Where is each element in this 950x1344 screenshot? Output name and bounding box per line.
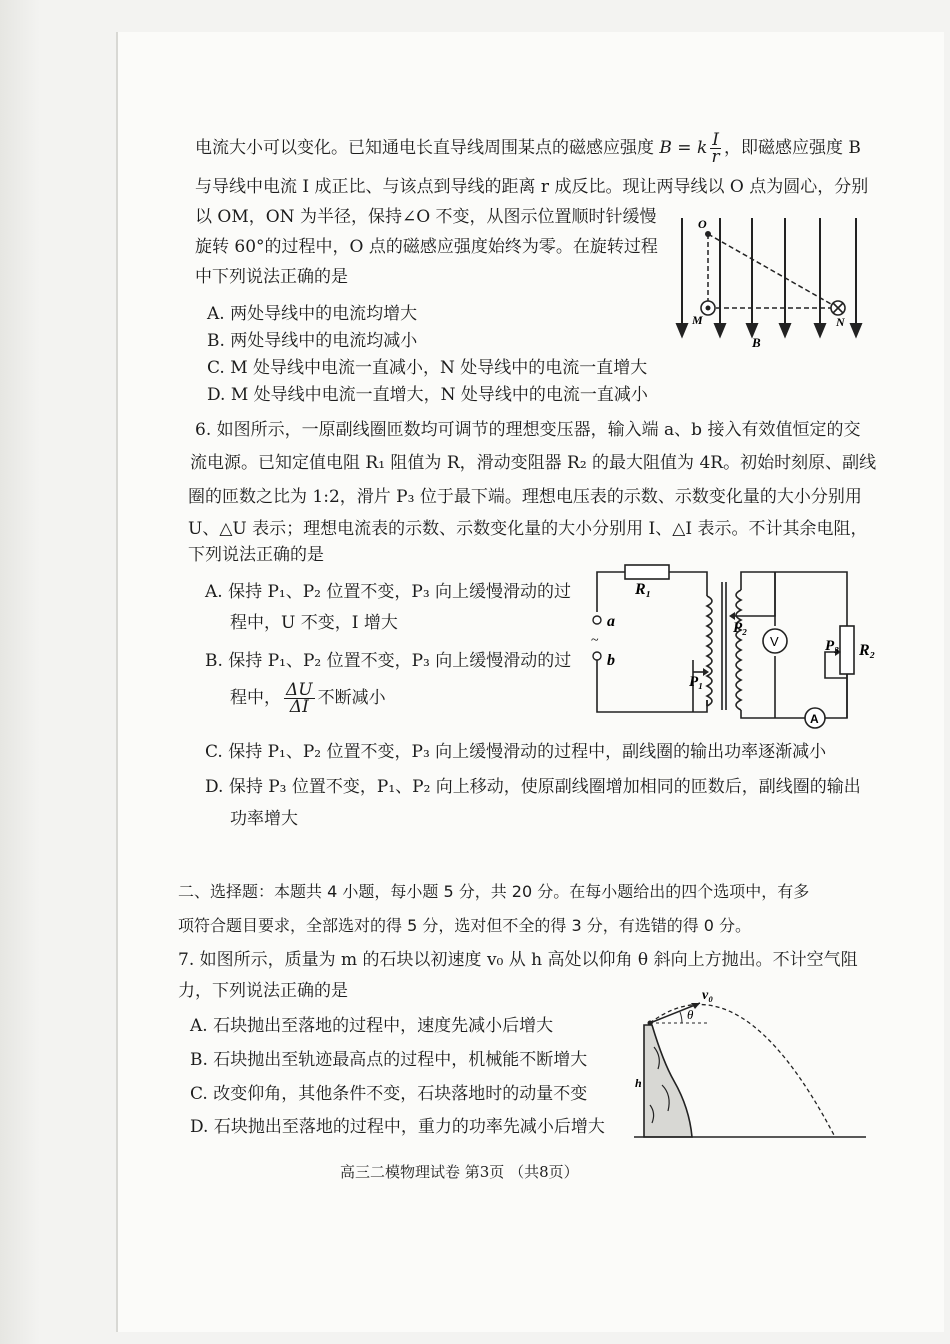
q5-line5: 中下列说法正确的是 bbox=[195, 267, 348, 287]
section2-line1: 二、选择题：本题共 4 小题，每小题 5 分，共 20 分。在每小题给出的四个选项中，有多 bbox=[178, 882, 810, 901]
q5-option-c: C. M 处导线中电流一直减小，N 处导线中的电流一直增大 bbox=[207, 358, 648, 378]
q5-line2: 与导线中电流 I 成正比、与该点到导线的距离 r 成反比。现让两导线以 O 点为圆心，分别 bbox=[195, 177, 869, 197]
q6-option-b-num: ΔU bbox=[286, 680, 313, 700]
stone bbox=[648, 1021, 653, 1026]
q6-option-c: C. 保持 P₁、P₂ 位置不变，P₃ 向上缓慢滑动的过程中，副线圈的输出功率逐渐减小 bbox=[205, 742, 827, 762]
q7-option-a: A. 石块抛出至落地的过程中，速度先减小后增大 bbox=[190, 1016, 554, 1036]
page-footer: 高三二模物理试卷 第3页 （共8页） bbox=[340, 1163, 579, 1181]
q5-field-figure bbox=[670, 212, 870, 352]
cliff bbox=[644, 1025, 692, 1137]
q6-option-b-line1: B. 保持 P₁、P₂ 位置不变，P₃ 向上缓慢滑动的过 bbox=[205, 651, 572, 671]
q6-option-b-suffix: 不断减小 bbox=[317, 688, 386, 708]
label-p2: P₂ bbox=[733, 620, 748, 636]
terminal-a bbox=[593, 616, 601, 624]
on-line bbox=[708, 234, 838, 308]
label-p1: P₁ bbox=[689, 674, 704, 690]
ammeter-label: A bbox=[810, 712, 819, 726]
label-theta: θ bbox=[687, 1007, 694, 1022]
q6-option-a-line1: A. 保持 P₁、P₂ 位置不变，P₃ 向上缓慢滑动的过 bbox=[205, 582, 572, 602]
ac-source-symbol: ~ bbox=[591, 633, 599, 648]
label-p3: P₃ bbox=[825, 638, 840, 654]
q5-line4: 旋转 60°的过程中，O 点的磁感应强度始终为零。在旋转过程 bbox=[195, 237, 658, 257]
field-arrow bbox=[715, 324, 725, 336]
wire-n bbox=[831, 301, 845, 315]
label-n: N bbox=[836, 315, 845, 329]
label-h: h bbox=[635, 1076, 642, 1090]
wire-m-dot bbox=[706, 306, 711, 311]
resistor-r2 bbox=[840, 626, 854, 674]
q7-projectile-figure bbox=[630, 985, 870, 1145]
angle-arc bbox=[680, 1012, 682, 1023]
resistor-r1 bbox=[625, 565, 669, 579]
q7-option-d: D. 石块抛出至落地的过程中，重力的功率先减小后增大 bbox=[190, 1117, 605, 1137]
radius-lines bbox=[708, 234, 838, 308]
wire bbox=[669, 572, 707, 596]
q7-option-c: C. 改变仰角，其他条件不变，石块落地时的动量不变 bbox=[190, 1084, 588, 1104]
wire-m bbox=[701, 301, 715, 315]
slider-p2-arrow bbox=[729, 612, 735, 620]
q5-option-b: B. 两处导线中的电流均减小 bbox=[207, 331, 418, 351]
secondary-coil bbox=[736, 590, 741, 710]
q6-line3: 圈的匝数之比为 1:2，滑片 P₃ 位于最下端。理想电压表的示数、示数变化量的大小分别用 bbox=[188, 487, 862, 507]
q5-formula-b: B = k bbox=[659, 138, 708, 158]
primary-coil bbox=[707, 596, 712, 706]
field-arrow bbox=[677, 324, 687, 336]
q6-line2: 流电源。已知定值电阻 R₁ 阻值为 R，滑动变阻器 R₂ 的最大阻值为 4R。初始时刻原、副线 bbox=[190, 453, 877, 473]
field-arrow bbox=[815, 324, 825, 336]
q5-line1-end: ，即磁感应强度 B bbox=[723, 138, 861, 158]
label-a: a bbox=[607, 613, 615, 630]
label-m: M bbox=[692, 313, 703, 327]
wire bbox=[597, 572, 625, 612]
terminal-b bbox=[593, 652, 601, 660]
q6-option-d-line2: 功率增大 bbox=[230, 809, 298, 829]
q5-formula-den: r bbox=[711, 147, 720, 167]
q5-formula-num: I bbox=[712, 130, 719, 150]
label-r2: R₂ bbox=[859, 642, 876, 659]
q7-line2: 力，下列说法正确的是 bbox=[178, 981, 348, 1001]
field-arrow bbox=[780, 324, 790, 336]
point-o bbox=[705, 231, 711, 237]
wire bbox=[741, 572, 847, 626]
field-arrow bbox=[851, 324, 861, 336]
label-v0: v₀ bbox=[702, 988, 714, 1003]
q6-option-b-prefix: 程中， bbox=[230, 688, 281, 708]
label-b: B bbox=[752, 335, 761, 350]
q5-option-a: A. 两处导线中的电流均增大 bbox=[207, 304, 418, 324]
q7-line1: 7. 如图所示，质量为 m 的石块以初速度 v₀ 从 h 高处以仰角 θ 斜向上方抛出。不计空气阻 bbox=[178, 950, 858, 970]
section2-line2: 项符合题目要求，全部选对的得 5 分，选对但不全的得 3 分，有选错的得 0 分。 bbox=[178, 916, 752, 935]
q5-line1-text: 电流大小可以变化。已知通电长直导线周围某点的磁感应强度 bbox=[195, 138, 654, 158]
wire bbox=[741, 710, 805, 718]
q6-line5: 下列说法正确的是 bbox=[188, 545, 324, 565]
label-b: b bbox=[607, 652, 615, 669]
q5-line3: 以 OM，ON 为半径，保持∠O 不变，从图示位置顺时针缓慢 bbox=[195, 207, 657, 227]
q5-formula-fraction bbox=[710, 132, 721, 165]
q6-option-d-line1: D. 保持 P₃ 位置不变，P₁、P₂ 向上移动，使原副线圈增加相同的匝数后，副线圈的输出 bbox=[205, 777, 861, 797]
field-lines bbox=[677, 218, 861, 336]
q6-option-b-fraction bbox=[284, 682, 315, 715]
q5-line1 bbox=[195, 132, 861, 165]
q5-option-d: D. M 处导线中电流一直增大，N 处导线中的电流一直减小 bbox=[207, 385, 648, 405]
q6-line1: 6. 如图所示，一原副线圈匝数均可调节的理想变压器，输入端 a、b 接入有效值恒定的交 bbox=[195, 420, 861, 440]
q6-option-b-line2 bbox=[230, 682, 386, 715]
label-r1: R₁ bbox=[635, 581, 652, 598]
voltmeter-label: V bbox=[770, 634, 779, 649]
scan-left-margin bbox=[0, 0, 40, 1344]
q7-option-b: B. 石块抛出至轨迹最高点的过程中，机械能不断增大 bbox=[190, 1050, 588, 1070]
label-o: O bbox=[698, 217, 707, 231]
q6-option-b-den: ΔI bbox=[289, 697, 309, 717]
q6-circuit-figure bbox=[585, 560, 885, 730]
q6-line4: U、△U 表示；理想电流表的示数、示数变化量的大小分别用 I、△I 表示。不计其余电阻， bbox=[188, 519, 868, 539]
q6-option-a-line2: 程中，U 不变，I 增大 bbox=[230, 613, 398, 633]
